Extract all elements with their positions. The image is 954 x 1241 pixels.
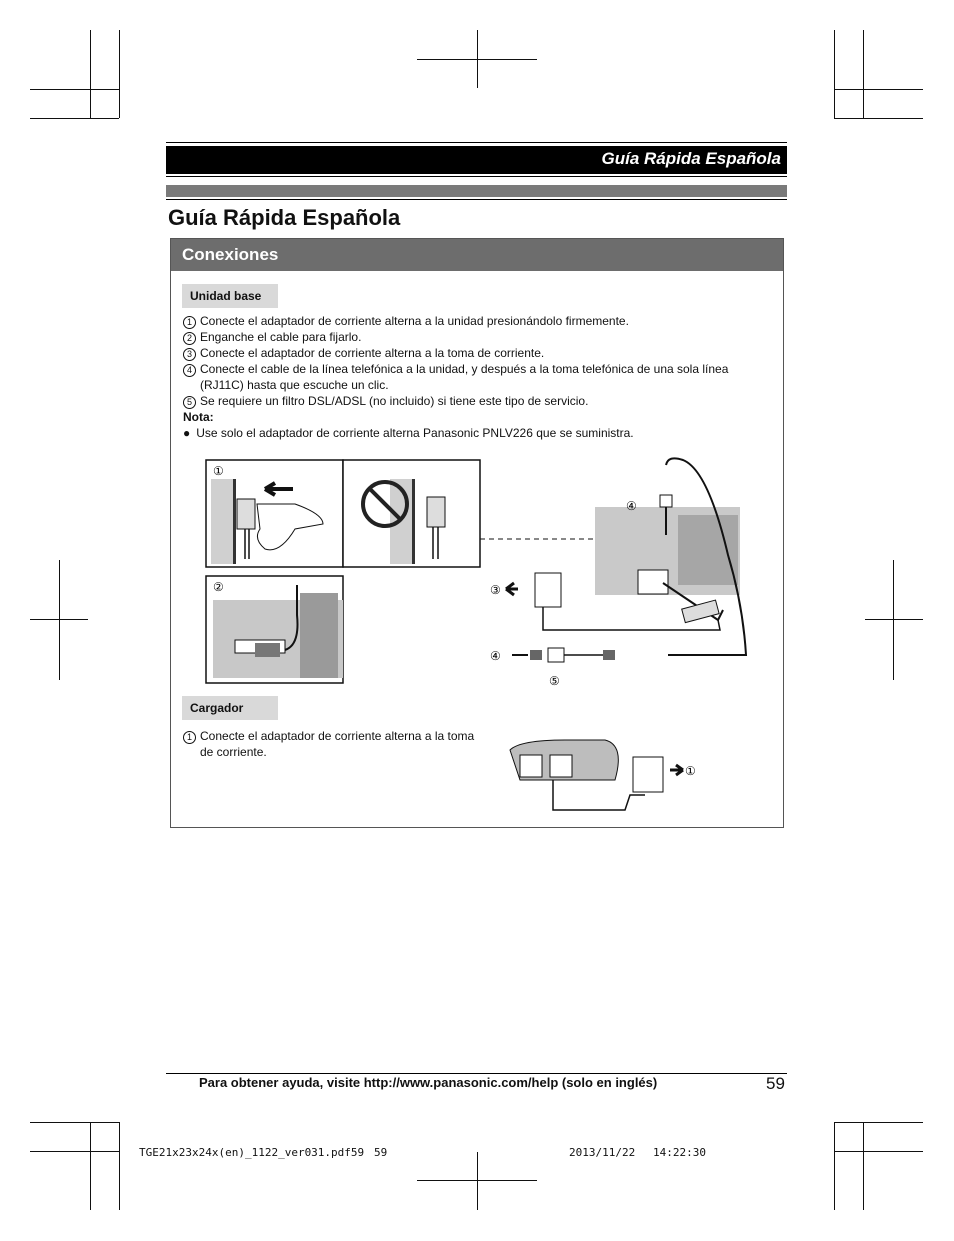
- list-item: [183, 377, 728, 393]
- step-text: (RJ11C) hasta que escuche un clic.: [200, 378, 389, 392]
- section-header-bar: [166, 146, 787, 174]
- step-text: Se requiere un filtro DSL/ADSL (no incluido) si tiene este tipo de servicio.: [200, 394, 589, 408]
- gray-divider: [166, 185, 787, 197]
- figure-label-charger-1: ①: [685, 764, 696, 778]
- figure-adapter-connect: [205, 459, 482, 568]
- section-header-title: Guía Rápida Española: [601, 149, 781, 168]
- step-text: Conecte el adaptador de corriente alterna a la unidad presionándolo firmemente.: [200, 314, 629, 328]
- figure-label-1: ①: [213, 464, 224, 478]
- step-text: de corriente.: [200, 745, 267, 759]
- note-text: Use solo el adaptador de corriente alterna Panasonic PNLV226 que se suministra.: [196, 426, 634, 440]
- figure-label-4-top: ④: [626, 499, 637, 513]
- header-rule-top: [166, 142, 787, 143]
- step-number: 1: [183, 731, 196, 744]
- figure-label-5: ⑤: [549, 674, 560, 688]
- step-text: Enganche el cable para fijarlo.: [200, 330, 362, 344]
- figure-cable-hook: [205, 575, 344, 684]
- figure-label-4-bottom: ④: [490, 649, 501, 663]
- note-item: [183, 425, 728, 441]
- footer-rule: [166, 1073, 787, 1074]
- print-time: 14:22:30: [653, 1146, 706, 1159]
- list-item: [183, 393, 728, 409]
- panel-title: Conexiones: [182, 245, 279, 264]
- footer-help-text: Para obtener ayuda, visite http://www.panasonic.com/help (solo en inglés): [199, 1075, 658, 1090]
- figure-label-3: ③: [490, 583, 501, 597]
- charger-subheading: Cargador: [182, 696, 278, 720]
- step-text: Conecte el adaptador de corriente alterna a la toma: [200, 729, 475, 743]
- divider-rule: [166, 199, 787, 200]
- list-item: [183, 361, 728, 377]
- base-unit-subheading: Unidad base: [182, 284, 278, 308]
- header-rule-bottom: [166, 176, 787, 177]
- step-number: 5: [183, 396, 196, 409]
- step-number: 1: [183, 316, 196, 329]
- step-number: 4: [183, 364, 196, 377]
- note-label: Nota:: [183, 410, 214, 424]
- step-text: Conecte el cable de la línea telefónica a la unidad, y después a la toma telefónica de una sola línea: [200, 362, 729, 376]
- page-title: Guía Rápida Española: [168, 205, 401, 230]
- step-number: 3: [183, 348, 196, 361]
- charger-step: [183, 728, 474, 760]
- figure-charger: [505, 735, 705, 815]
- bullet-icon: ●: [183, 426, 191, 440]
- print-page: 59: [374, 1146, 388, 1159]
- step-text: Conecte el adaptador de corriente alterna a la toma de corriente.: [200, 346, 545, 360]
- print-date: 2013/11/22: [569, 1146, 636, 1159]
- step-number: 2: [183, 332, 196, 345]
- list-item: [183, 313, 728, 329]
- list-item: [183, 329, 728, 345]
- page-number: 59: [766, 1074, 785, 1093]
- step-list: [183, 313, 728, 441]
- print-file: TGE21x23x24x(en)_1122_ver031.pdf59: [139, 1146, 365, 1159]
- panel-header: [171, 239, 783, 271]
- list-item: [183, 345, 728, 361]
- figure-label-2: ②: [213, 580, 224, 594]
- figure-base-unit-wiring: [488, 455, 753, 690]
